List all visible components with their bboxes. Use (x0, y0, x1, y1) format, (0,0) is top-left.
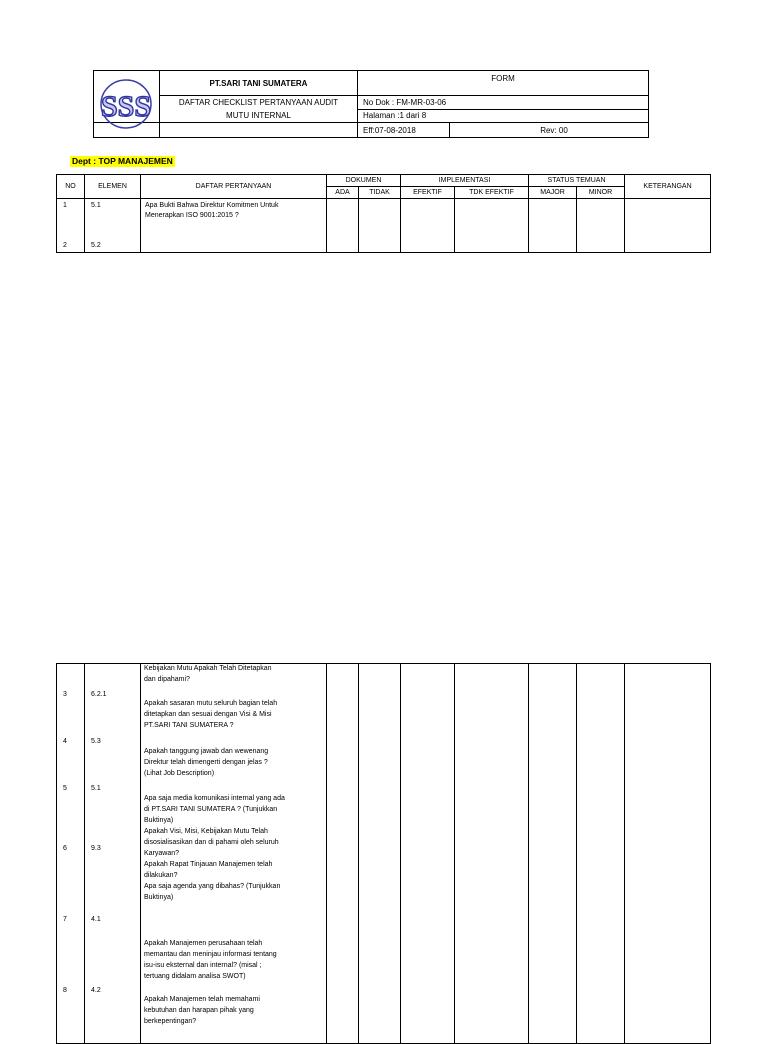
question-line: Direktur telah dimengerti dengan jelas ? (144, 759, 268, 766)
row-2-number: 2 (63, 242, 67, 249)
question-line: Apakah Rapat Tinjauan Manajemen telah (144, 861, 273, 868)
question-line: Apakah Manajemen perusahaan telah (144, 940, 263, 947)
header-elemen: ELEMEN (85, 175, 141, 199)
question-line: disosialisasikan dan di pahami oleh seluruh (144, 839, 279, 846)
header-dokumen: DOKUMEN (327, 175, 401, 187)
question-line: isu-isu eksternal dan internal? (misal ; (144, 962, 262, 969)
table-row (57, 664, 711, 1044)
row-4-elemen: 5.3 (91, 738, 101, 745)
form-label: FORM (358, 71, 649, 96)
question-line: Apakah Visi, Misi, Kebijakan Mutu Telah (144, 828, 268, 835)
row-8-number: 8 (63, 987, 67, 994)
question-line: Karyawan? (144, 850, 180, 857)
header-status-temuan: STATUS TEMUAN (529, 175, 625, 187)
question-line: Apakah tanggung jawab dan wewenang (144, 748, 269, 755)
checklist-table-continued (56, 663, 711, 1044)
question-line: Apa saja media komunikasi internal yang ada (144, 795, 285, 802)
row-elemen (85, 199, 141, 253)
question-line: ditetapkan dan sesuai dengan Visi & Misi (144, 711, 272, 718)
question-line: berkepentingan? (144, 1018, 197, 1025)
question-line: Kebijakan Mutu Apakah Telah Ditetapkan (144, 665, 272, 672)
document-number: No Dok : FM-MR-03-06 (358, 96, 649, 110)
question-line: dan dipahami? (144, 676, 190, 683)
row-number (57, 199, 85, 253)
revision: Rev: 00 (450, 123, 649, 138)
row-3-number: 3 (63, 691, 67, 698)
row-8-elemen: 4.2 (91, 987, 101, 994)
row-numbers (57, 664, 85, 1044)
question-line: di PT.SARI TANI SUMATERA ? (Tunjukkan (144, 806, 278, 813)
row-questions (141, 664, 327, 1044)
header-keterangan: KETERANGAN (625, 175, 711, 199)
header-tdk-efektif: TDK EFEKTIF (455, 187, 529, 199)
document-title-line2: MUTU INTERNAL (226, 111, 291, 120)
table-row (57, 199, 711, 253)
header-implementasi: IMPLEMENTASI (401, 175, 529, 187)
document-header (93, 70, 649, 138)
question-line: Apakah sasaran mutu seluruh bagian telah (144, 700, 278, 707)
header-major: MAJOR (529, 187, 577, 199)
header-minor: MINOR (577, 187, 625, 199)
question-line: Apakah Manajemen telah memahami (144, 996, 260, 1003)
row-1-question-line2: Menerapkan ISO 9001:2015 ? (145, 212, 239, 219)
row-5-elemen: 5.1 (91, 785, 101, 792)
header-efektif: EFEKTIF (401, 187, 455, 199)
row-2-elemen: 5.2 (91, 242, 101, 249)
effective-date: Eff:07-08-2018 (358, 123, 450, 138)
question-line: PT.SARI TANI SUMATERA ? (144, 722, 234, 729)
row-question (141, 199, 327, 253)
document-title-line1: DAFTAR CHECKLIST PERTANYAAN AUDIT (178, 98, 339, 107)
question-line: Buktinya) (144, 894, 174, 901)
row-6-elemen: 9.3 (91, 845, 101, 852)
logo-text: SSS (100, 90, 152, 123)
page-info: Halaman :1 dari 8 (358, 109, 649, 123)
row-6-number: 6 (63, 845, 67, 852)
header-tidak: TIDAK (359, 187, 401, 199)
row-1-number: 1 (63, 202, 67, 209)
logo-cell (94, 71, 160, 123)
header-no: NO (57, 175, 85, 199)
document-title (160, 96, 358, 123)
row-5-number: 5 (63, 785, 67, 792)
question-line: kebutuhan dan harapan pihak yang (144, 1007, 254, 1014)
header-daftar-pertanyaan: DAFTAR PERTANYAAN (141, 175, 327, 199)
row-elemens (85, 664, 141, 1044)
row-1-elemen: 5.1 (91, 202, 101, 209)
row-7-number: 7 (63, 916, 67, 923)
checklist-table (56, 174, 711, 253)
row-3-elemen: 6.2.1 (91, 691, 107, 698)
question-line: Buktinya) (144, 817, 174, 824)
question-line: Apa saja agenda yang dibahas? (Tunjukkan (144, 883, 281, 890)
department-label: Dept : TOP MANAJEMEN (72, 156, 173, 166)
question-line: (Lihat Job Description) (144, 770, 215, 777)
question-line: dilakukan? (144, 872, 178, 879)
row-1-question-line1: Apa Bukti Bahwa Direktur Komitmen Untuk (145, 202, 279, 209)
question-line: memantau dan meninjau informasi tentang (144, 951, 277, 958)
question-line: tertuang didalam analisa SWOT) (144, 973, 246, 980)
row-7-elemen: 4.1 (91, 916, 101, 923)
company-logo-icon (100, 78, 152, 130)
company-name: PT.SARI TANI SUMATERA (160, 71, 358, 96)
row-4-number: 4 (63, 738, 67, 745)
header-ada: ADA (327, 187, 359, 199)
